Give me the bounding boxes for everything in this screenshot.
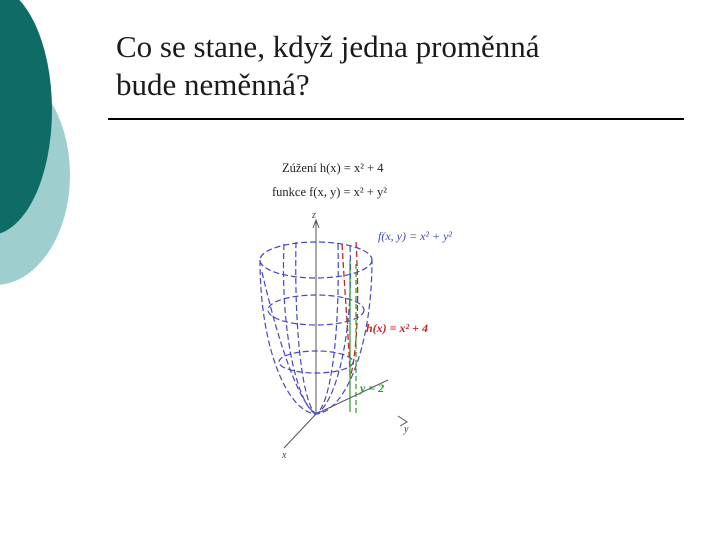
slide-title-line-2: bude neměnná? bbox=[116, 67, 310, 102]
axis-x-line bbox=[284, 414, 316, 448]
slide-title bbox=[116, 28, 676, 104]
curve-label: h(x) = x² + 4 bbox=[366, 321, 428, 335]
surface-meridian-right bbox=[316, 246, 351, 414]
paraboloid-figure bbox=[200, 140, 500, 470]
figure-header-function: funkce f(x, y) = x² + y² bbox=[272, 185, 387, 199]
surface-label: f(x, y) = x² + y² bbox=[378, 229, 453, 243]
title-underline bbox=[108, 118, 684, 120]
surface-meridian-left-inner bbox=[296, 242, 316, 414]
slide-decoration bbox=[0, 0, 80, 300]
axis-z-label: z bbox=[312, 210, 316, 221]
surface-meridian-right-inner bbox=[316, 244, 338, 414]
curve-right-branch bbox=[350, 242, 358, 378]
slide-title-line-1: Co se stane, když jedna proměnná bbox=[116, 29, 540, 64]
figure-header-restriction: Zúžení h(x) = x² + 4 bbox=[282, 161, 384, 175]
surface-meridian-left bbox=[283, 244, 316, 414]
plane-label: y = 2 bbox=[360, 381, 385, 395]
axis-x-label: x bbox=[282, 450, 287, 461]
axis-y-label: y bbox=[404, 424, 409, 435]
